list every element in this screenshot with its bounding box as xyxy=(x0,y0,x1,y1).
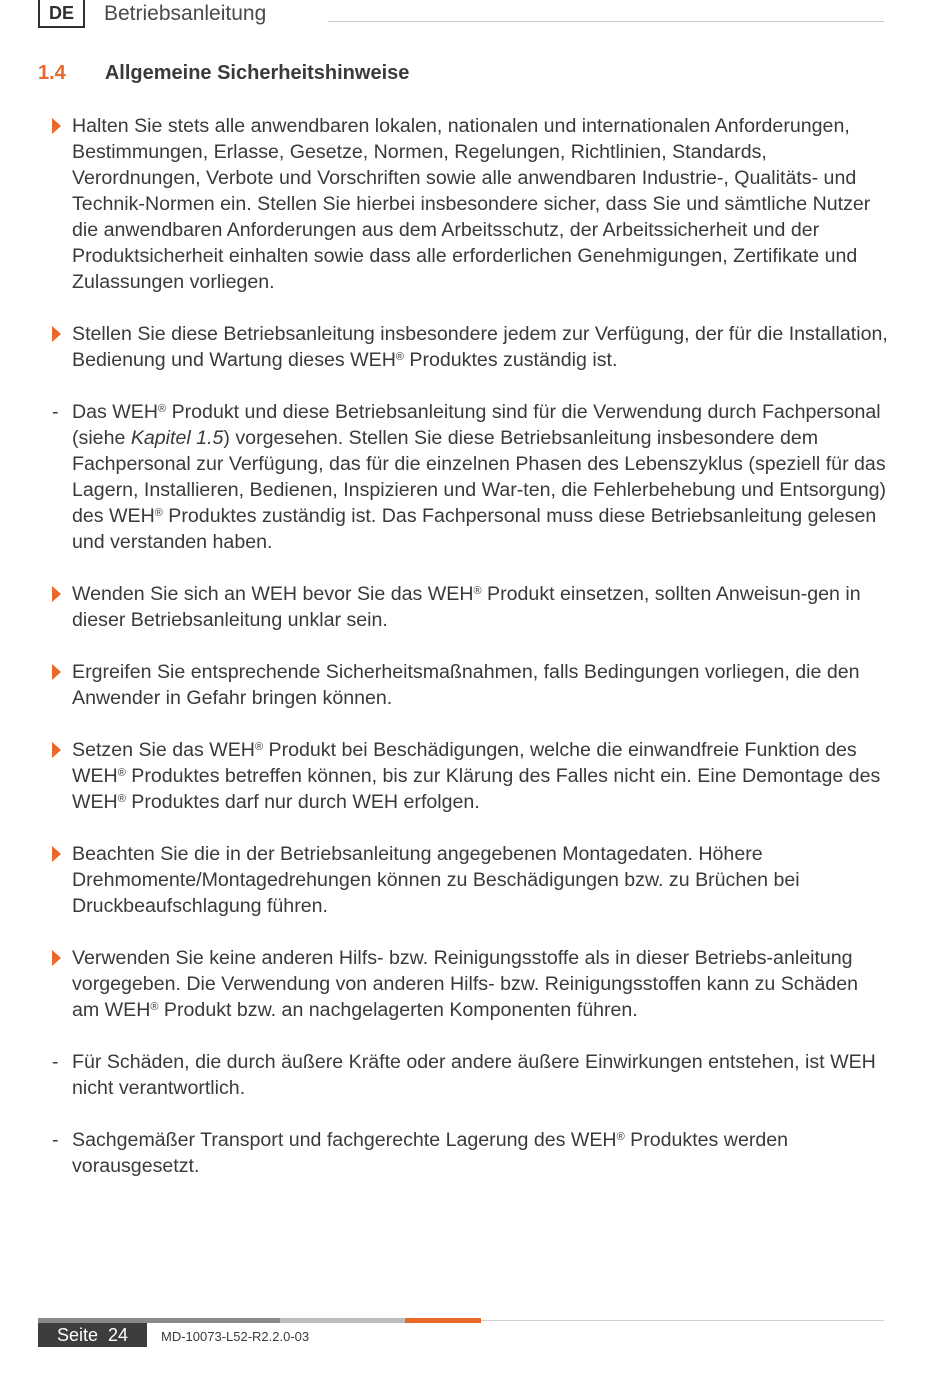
item-text: Für Schäden, die durch äußere Kräfte oder andere äußere Einwirkungen entstehen, ist WEH nicht verantwortlich. xyxy=(72,1051,876,1099)
item-text: ) vorgesehen. Stellen Sie diese Betriebsanleitung insbesondere dem Fachpersonal zur Verfügung, das für die einzelnen Phasen des Lebenszyklus (speziell für das Lagern, Installieren, Bedienen, Inspizieren und War-ten, die Fehlerbehebung und Entsorgung) des WEH xyxy=(72,427,887,527)
item-text: Produktes werden vorausgesetzt. xyxy=(72,1129,789,1177)
item-text: Produkt bzw. an nachgelagerten Komponenten führen. xyxy=(158,999,638,1021)
registered-mark: ® xyxy=(150,1001,159,1013)
arrow-bullet-icon xyxy=(52,950,61,966)
item-text: Ergreifen Sie entsprechende Sicherheitsmaßnahmen, falls Bedingungen vorliegen, die den Anwender in Gefahr bringen können. xyxy=(72,661,860,709)
section-heading xyxy=(38,62,409,85)
registered-mark: ® xyxy=(473,585,482,597)
arrow-bullet-icon xyxy=(52,742,61,758)
item-text: Halten Sie stets alle anwendbaren lokalen, nationalen und internationalen Anforderungen, Bestimmungen, Erlasse, Gesetze, Normen, Regelungen, Richtlinien, Standards, Verordnungen, Verbote und Vorschriften sowie alle anwendbaren Industrie-, Qualitäts- und Technik-Normen ein. Stellen Sie hierbei insbesondere sicher, dass Sie und sämtliche Nutzer die anwendbaren Anforderungen aus dem Arbeitsschutz, der Arbeitssicherheit und der Produktsicherheit einhalten sowie dass alle erforderlichen Genehmigungen, Zertifikate und Zulassungen vorliegen. xyxy=(72,115,871,293)
list-item xyxy=(50,581,890,633)
list-item xyxy=(50,113,890,295)
item-text: Sachgemäßer Transport und fachgerechte Lagerung des WEH xyxy=(72,1129,617,1151)
list-item xyxy=(50,321,890,373)
registered-mark: ® xyxy=(154,507,163,519)
registered-mark: ® xyxy=(158,403,167,415)
arrow-bullet-icon xyxy=(52,846,61,862)
safety-instructions-list xyxy=(50,113,890,1205)
arrow-bullet-icon xyxy=(52,326,61,342)
registered-mark: ® xyxy=(254,741,264,753)
item-text: Produktes darf nur durch WEH erfolgen. xyxy=(125,791,480,813)
registered-mark: ® xyxy=(616,1131,625,1143)
item-text: Das WEH xyxy=(72,401,159,423)
item-text: Produkt einsetzen, sollten Anweisun-gen in dieser Betriebsanleitung unklar sein. xyxy=(72,583,861,631)
list-item xyxy=(50,399,890,555)
item-text: Verwenden Sie keine anderen Hilfs- bzw. Reinigungsstoffe als in dieser Betriebs-anleitung vorgegeben. Die Verwendung von anderen Hilfs- bzw. Reinigungsstoffen kann zu Schäden am WEH xyxy=(72,947,859,1021)
registered-mark: ® xyxy=(117,793,126,805)
registered-mark: ® xyxy=(395,351,404,363)
list-item xyxy=(50,1127,890,1179)
arrow-bullet-icon xyxy=(52,118,61,134)
dash-bullet: - xyxy=(52,1051,59,1073)
footer-bar xyxy=(38,1318,884,1323)
page-number-box xyxy=(38,1323,147,1347)
page-header xyxy=(38,0,884,32)
section-title: Allgemeine Sicherheitshinweise xyxy=(104,62,410,84)
dash-bullet: - xyxy=(52,401,59,423)
arrow-bullet-icon xyxy=(52,664,61,680)
header-rule xyxy=(328,21,884,22)
document-title: Betriebsanleitung xyxy=(104,2,267,25)
list-item xyxy=(50,737,890,815)
item-text: Stellen Sie diese Betriebsanleitung insbesondere jedem zur Verfügung, der für die Installation, Bedienung und Wartung dieses WEH xyxy=(72,323,888,371)
page-number: 24 xyxy=(108,1324,129,1345)
item-text: Produkt und diese Betriebsanleitung sind für die Verwendung durch Fachpersonal (siehe xyxy=(72,401,881,449)
item-text: Beachten Sie die in der Betriebsanleitung angegebenen Montagedaten. Höhere Drehmomente/Montagedrehungen können zu Beschädigungen bzw. zu Brüchen bei Druckbeaufschlagung führen. xyxy=(72,843,800,917)
chapter-reference: Kapitel 1.5 xyxy=(130,427,224,449)
arrow-bullet-icon xyxy=(52,586,61,602)
item-text: Produkt bei Beschädigungen, welche die einwandfreie Funktion des WEH xyxy=(72,739,857,787)
list-item xyxy=(50,841,890,919)
item-text: Produktes betreffen können, bis zur Klärung des Falles nicht ein. Eine Demontage des WEH xyxy=(72,765,881,813)
list-item xyxy=(50,659,890,711)
list-item xyxy=(50,1049,890,1101)
footer-segment-light xyxy=(280,1318,405,1323)
dash-bullet: - xyxy=(52,1129,59,1151)
document-code: MD-10073-L52-R2.2.0-03 xyxy=(161,1329,310,1344)
footer-segment-accent xyxy=(405,1318,481,1323)
page-label: Seite xyxy=(56,1324,98,1345)
item-text: Setzen Sie das WEH xyxy=(72,739,255,761)
language-badge: DE xyxy=(38,0,85,28)
registered-mark: ® xyxy=(117,767,126,779)
item-text: Produktes zuständig ist. xyxy=(403,349,618,371)
item-text: Produktes zuständig ist. Das Fachpersonal muss diese Betriebsanleitung gelesen und verstanden haben. xyxy=(72,505,877,553)
section-number: 1.4 xyxy=(38,62,66,84)
list-item xyxy=(50,945,890,1023)
item-text: Wenden Sie sich an WEH bevor Sie das WEH xyxy=(72,583,474,605)
